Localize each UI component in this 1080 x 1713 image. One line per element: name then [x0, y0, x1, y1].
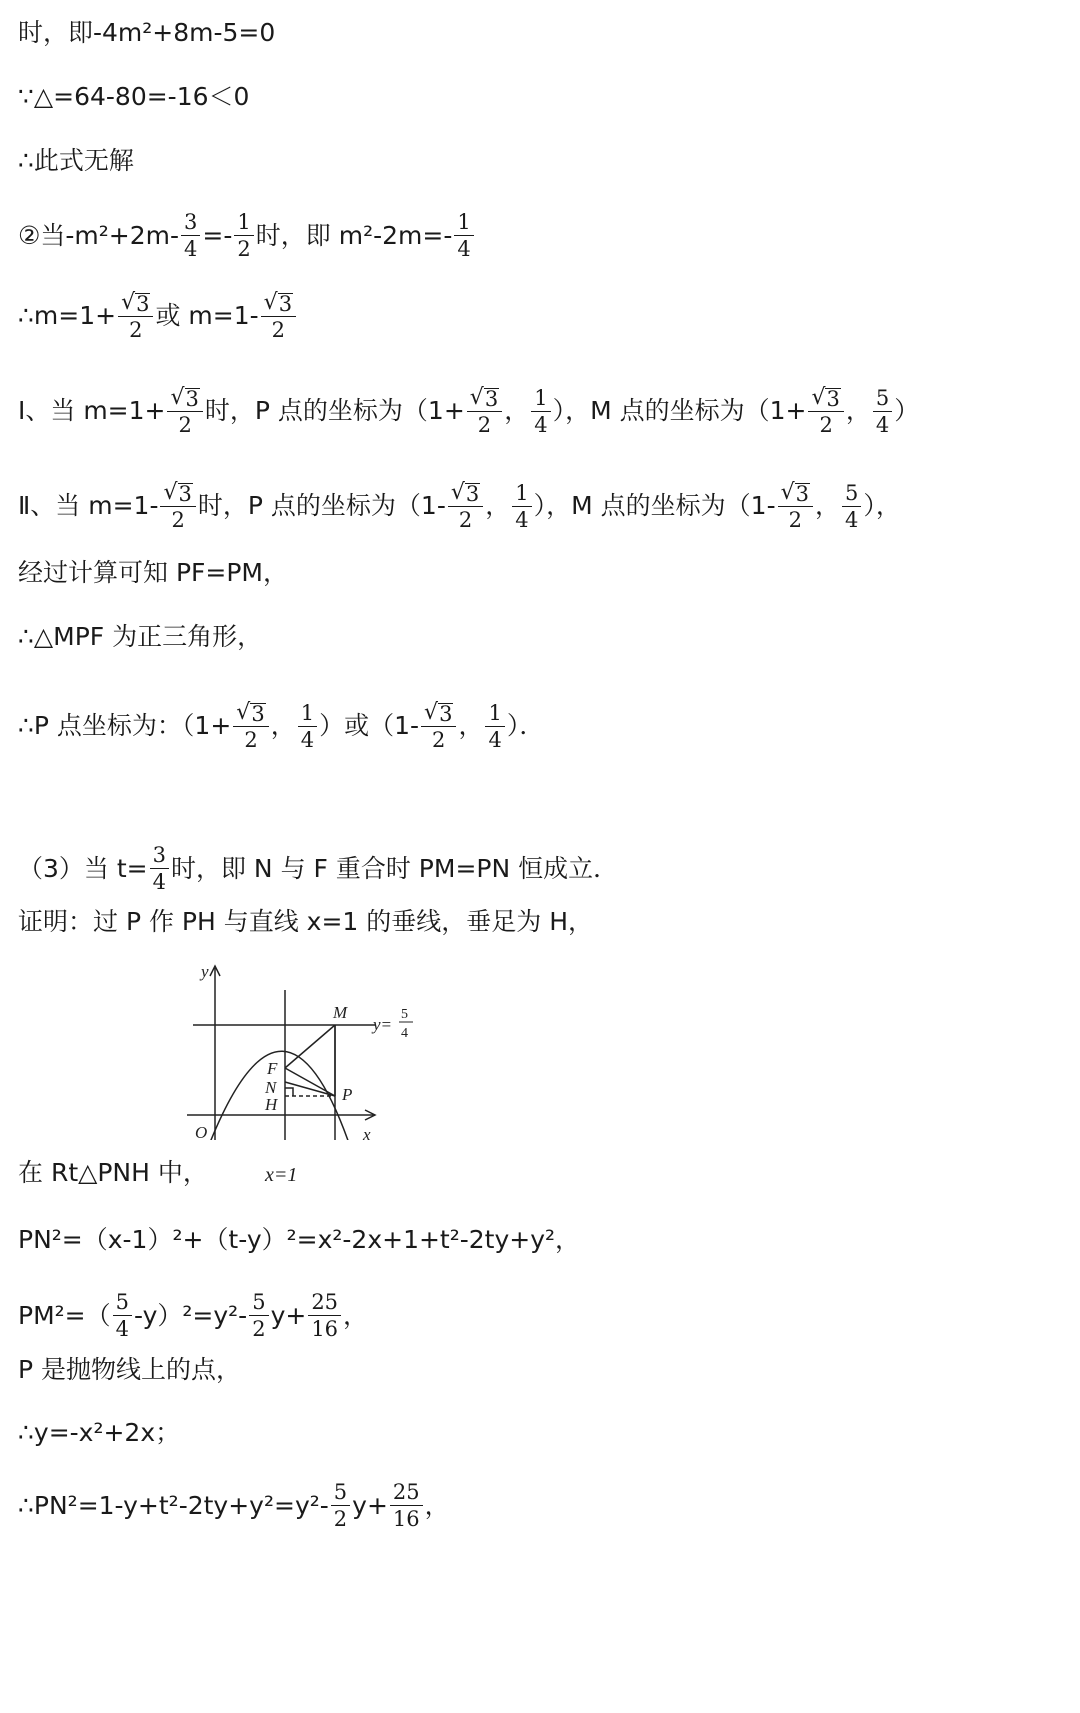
line-16: P 是抛物线上的点， — [18, 1355, 242, 1384]
fraction: √ 3 2 — [118, 290, 153, 342]
line-9: ∴△MPF 为正三角形， — [18, 622, 263, 651]
x-label: x — [363, 1125, 371, 1140]
line-11: （3）当 t= $\frac{3}{4}$ 时，即 N 与 F 重合时 PM=PN 恒成立． — [18, 843, 619, 894]
figure-caption: x=1 — [265, 1164, 298, 1186]
line-label: y= — [373, 1015, 393, 1034]
line-14: PN²=（x-1）²+（t-y）²=x²-2x+1+t²-2ty+y²， — [18, 1225, 581, 1254]
line-2: ∵△=64-80=-16＜0 — [18, 82, 250, 111]
line-6: Ⅰ、当 m=1+ √ 3 2 时，P 点的坐标为（1+ √ 3 2 ， $\frac{1}{4}$ ），M 点的坐标为（1+ √ 3 2 ， $\frac{5}{4}$ ） — [18, 385, 920, 437]
line-4: ②当-m²+2m- $\frac{3}{4}$ =- $\frac{1}{2}$ 时，即 m²-2m=- $\frac{1}{4}$ — [18, 210, 476, 261]
label-N: N — [265, 1078, 277, 1097]
line-1: 时，即-4m²+8m-5=0 — [18, 18, 276, 47]
line-15: PM²=（ $\frac{5}{4}$ -y）²=y²- $\frac{5}{2}$ y+ $\frac{25}{16}$ ， — [18, 1290, 369, 1341]
fraction: $\frac{1}{2}$ — [234, 210, 253, 261]
y-label: y — [201, 962, 209, 981]
segment-MF — [285, 1025, 335, 1068]
line-7: Ⅱ、当 m=1- √ 3 2 时，P 点的坐标为（1- √ 3 2 ， $\frac{1}{4}$ ），M 点的坐标为（1- √ 3 2 ， $\frac{5}{4}$ ）， — [18, 480, 901, 532]
line-10: ∴P 点坐标为：（1+ √ 3 2 ， $\frac{1}{4}$ ）或（1- √ 3 2 ， $\frac{1}{4}$ ）． — [18, 700, 545, 752]
svg-text:5: 5 — [401, 1007, 408, 1022]
label-M: M — [333, 1003, 348, 1022]
line-17: ∴y=-x²+2x； — [18, 1418, 181, 1447]
label-H: H — [265, 1095, 278, 1114]
fraction: $\frac{3}{4}$ — [181, 210, 200, 261]
fraction: $\frac{1}{4}$ — [454, 210, 473, 261]
svg-text:4: 4 — [401, 1026, 408, 1041]
fraction: √ 3 2 — [261, 290, 296, 342]
line-18: ∴PN²=1-y+t²-2ty+y²=y²- $\frac{5}{2}$ y+ $\frac{25}{16}$ ， — [18, 1480, 450, 1531]
line-12: 证明：过 P 作 PH 与直线 x=1 的垂线，垂足为 H， — [18, 907, 594, 936]
right-angle-mark — [285, 1088, 293, 1096]
line-13: 在 Rt△PNH 中， — [18, 1158, 208, 1187]
label-F: F — [267, 1059, 278, 1078]
line-8: 经过计算可知 PF=PM， — [18, 558, 288, 587]
origin-label: O — [195, 1123, 208, 1140]
line-3: ∴此式无解 — [18, 146, 134, 175]
label-P: P — [342, 1085, 353, 1104]
line-5: ∴m=1+ √ 3 2 或 m=1- √ 3 2 — [18, 290, 298, 342]
parabola-figure — [185, 960, 425, 1140]
